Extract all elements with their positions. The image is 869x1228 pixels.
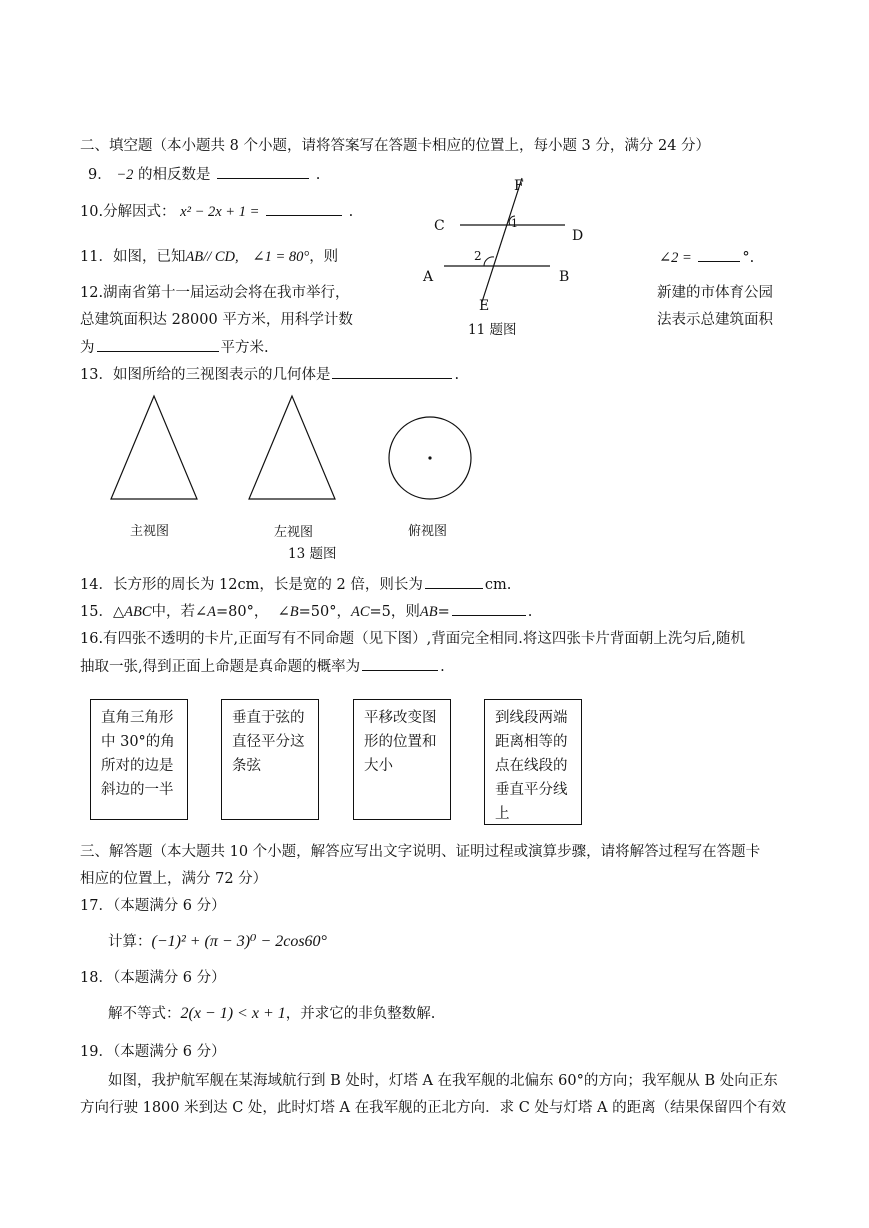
q10-end: .	[348, 204, 354, 220]
q9-expression: −2	[116, 167, 134, 183]
proposition-card-4: 到线段两端距离相等的点在线段的垂直平分线上	[484, 699, 582, 825]
q16-line-1: 16.有四张不透明的卡片,正面写有不同命题（见下图）,背面完全相同.将这四张卡片背面朝上洗匀后,随机	[80, 631, 745, 647]
q18-tail: ，并求它的非负整数解.	[285, 1006, 436, 1022]
q17-expression: (−1)² + (π − 3)⁰ − 2cos60°	[151, 933, 327, 950]
side-view-label: 左视图	[274, 525, 314, 540]
question-14	[80, 574, 511, 595]
section-2-heading: 二、填空题（本小题共 8 个小题，请将答案写在答题卡相应的位置上，每小题 3 分，满分 24 分）	[80, 138, 711, 154]
q15-answer-blank	[452, 601, 526, 616]
q12-line-3	[80, 337, 269, 358]
three-view-drawing	[100, 388, 490, 508]
q11-text1: 如图，已知	[112, 249, 186, 265]
q15-text-1: 中，若∠	[151, 604, 208, 620]
q12-line-2-right: 法表示总建筑面积	[657, 312, 773, 328]
q11-angle1: ∠1 = 80°	[252, 249, 310, 265]
q13-text: 13．如图所给的三视图表示的几何体是	[80, 367, 331, 383]
q17-header: 17．（本题满分 6 分）	[80, 898, 226, 914]
front-view-label: 主视图	[130, 524, 170, 539]
label-f: F	[514, 178, 524, 194]
question-13	[80, 364, 459, 385]
q15-text-2: =80°，	[216, 604, 269, 620]
q9-answer-blank	[217, 164, 309, 179]
q9-number: 9．	[88, 167, 112, 183]
q12-line-1-right: 新建的市体育公园	[657, 285, 773, 301]
q9-end: .	[315, 167, 321, 183]
q11-text2: ，则	[309, 249, 339, 265]
q12-line-3-post: 平方米.	[220, 340, 269, 356]
q10-answer-blank	[266, 201, 342, 216]
q13-end: .	[454, 367, 460, 383]
q17-body	[108, 932, 327, 952]
q18-header: 18．（本题满分 6 分）	[80, 970, 226, 986]
q12-line-3-pre: 为	[80, 340, 95, 356]
top-view-label: 俯视图	[408, 524, 448, 539]
label-angle-2: 2	[474, 249, 482, 263]
q14-unit: cm.	[484, 577, 512, 593]
q15-end: .	[527, 604, 533, 620]
proposition-card-1: 直角三角形中 30°的角所对的边是斜边的一半	[90, 699, 188, 820]
q19-line-1: 如图，我护航军舰在某海域航行到 B 处时，灯塔 A 在我军舰的北偏东 60°的方向；我军舰从 B 处向正东	[108, 1073, 778, 1089]
q16-line-2-text: 抽取一张,得到正面上命题是真命题的概率为	[80, 659, 361, 675]
q15-text-4: =50°，	[298, 604, 351, 620]
label-c: C	[434, 218, 445, 234]
q19-header: 19．（本题满分 6 分）	[80, 1044, 226, 1060]
label-a: A	[423, 269, 434, 285]
q14-answer-blank	[425, 574, 483, 589]
question-11-right	[659, 247, 754, 268]
q11-angle2: ∠2 =	[659, 250, 692, 266]
q18-label: 解不等式：	[108, 1006, 181, 1022]
q15-side-ab: AB	[419, 604, 438, 620]
question-15	[80, 601, 532, 622]
transversal-line-ef	[482, 178, 522, 302]
q11-number: 11．	[80, 249, 113, 265]
q15-side-ac: AC	[350, 604, 370, 620]
figure-11-caption: 11 题图	[468, 322, 517, 338]
q14-text: 14．长方形的周长为 12cm，长是宽的 2 倍，则长为	[80, 577, 423, 593]
side-view-triangle	[249, 396, 335, 499]
proposition-card-3: 平移改变图形的位置和大小	[353, 699, 451, 820]
q10-expression: x² − 2x + 1 =	[180, 204, 260, 220]
q15-text-3: ∠	[277, 604, 290, 620]
label-e: E	[479, 298, 490, 314]
q15-text-5: =5，则	[369, 604, 420, 620]
q11-answer-blank	[698, 247, 740, 262]
figure-11-diagram	[420, 172, 600, 342]
q13-answer-blank	[332, 364, 452, 379]
label-b: B	[559, 269, 570, 285]
question-10	[80, 201, 353, 222]
q16-line-2	[80, 656, 445, 677]
q10-text: 分解因式：	[103, 204, 176, 220]
q12-line-2: 总建筑面积达 28000 平方米，用科学计数	[80, 312, 353, 328]
q16-answer-blank	[362, 656, 438, 671]
q16-end: .	[440, 659, 445, 675]
q18-body	[108, 1004, 435, 1024]
figure-13-caption: 13 题图	[288, 546, 337, 562]
q12-answer-blank	[97, 337, 219, 352]
proposition-card-2: 垂直于弦的直径平分这条弦	[221, 699, 319, 820]
q10-number: 10.	[80, 204, 104, 220]
q15-vertex-b: B	[289, 604, 299, 620]
q9-text: 的相反数是	[138, 167, 211, 183]
q15-number: 15．	[80, 604, 113, 620]
q18-expression: 2(x − 1) < x + 1	[180, 1005, 286, 1022]
label-angle-1: 1	[511, 217, 518, 230]
question-11-left	[80, 247, 338, 267]
q11-end: °.	[742, 250, 755, 266]
question-9	[88, 164, 320, 185]
angle-2-arc	[484, 257, 494, 266]
q15-text-6: =	[437, 604, 450, 620]
q15-triangle: △ABC	[112, 604, 152, 620]
front-view-triangle	[111, 396, 197, 499]
section-3-heading-line-1: 三、解答题（本大题共 10 个小题，解答应写出文字说明、证明过程或演算步骤，请将解答过程写在答题卡	[80, 844, 761, 860]
q12-line-1: 12.湖南省第十一届运动会将在我市举行，	[80, 285, 350, 301]
top-view-center-dot	[428, 456, 431, 459]
q19-line-2: 方向行驶 1800 米到达 C 处，此时灯塔 A 在我军舰的正北方向．求 C 处与灯塔 A 的距离（结果保留四个有效	[80, 1100, 787, 1116]
section-3-heading-line-2: 相应的位置上，满分 72 分）	[80, 871, 268, 887]
q15-vertex-a: A	[207, 604, 217, 620]
q17-label: 计算：	[108, 934, 152, 950]
label-d: D	[572, 228, 584, 244]
q11-parallel: AB// CD,	[185, 249, 239, 265]
